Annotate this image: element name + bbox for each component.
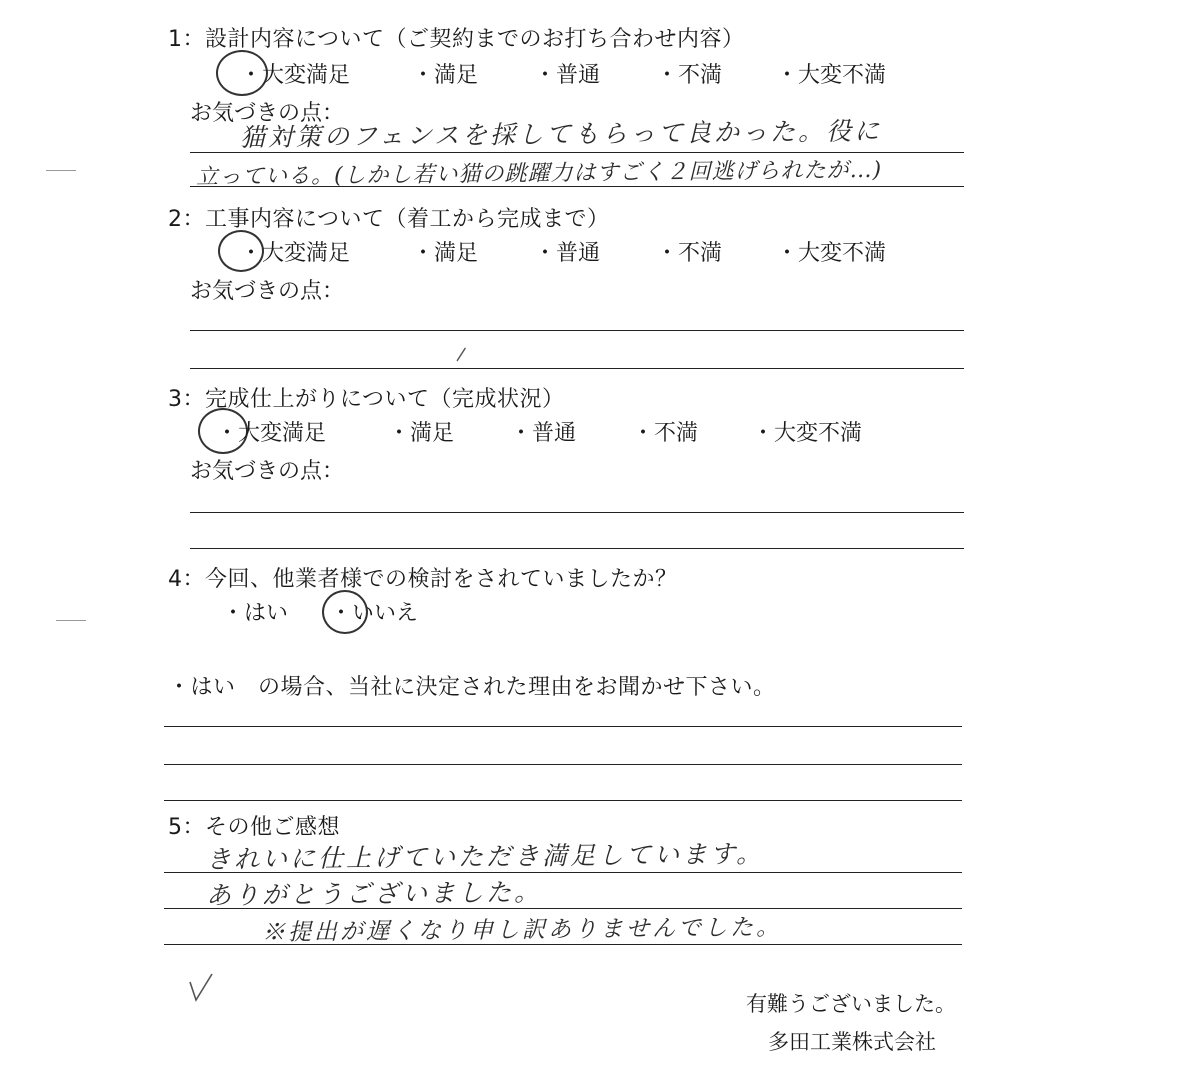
q1-handwritten-line-1: 猫対策のフェンスを採してもらって良かった。役に	[239, 116, 883, 152]
q4-followup: ・はい の場合、当社に決定された理由をお聞かせ下さい。	[168, 675, 776, 700]
company-name: 多田工業株式会社	[768, 1030, 936, 1054]
q2-title: 2：工事内容について（着工から完成まで）	[168, 207, 610, 232]
q5-rule-3	[164, 944, 962, 945]
q4-option-no[interactable]: ・いいえ	[330, 601, 419, 626]
q2-note-rule-1	[190, 330, 964, 331]
q3-note-rule-2	[190, 548, 964, 549]
q2-option-very-dissatisfied[interactable]: ・大変不満	[776, 241, 887, 266]
q1-note-label: お気づきの点：	[190, 101, 345, 126]
margin-mark	[46, 170, 76, 171]
q2-note-rule-2	[190, 368, 964, 369]
q5-rule-2	[164, 908, 962, 909]
q3-note-label: お気づきの点：	[190, 459, 345, 484]
q1-option-very-dissatisfied[interactable]: ・大変不満	[776, 63, 887, 88]
q3-option-satisfied[interactable]: ・満足	[388, 421, 455, 446]
q4-title: 4：今回、他業者様での検討をされていましたか？	[168, 567, 678, 592]
q1-option-dissatisfied[interactable]: ・不満	[656, 63, 723, 88]
q3-option-very-dissatisfied[interactable]: ・大変不満	[752, 421, 863, 446]
q5-handwritten-line-3: ※提出が遅くなり申し訳ありませんでした。	[261, 914, 783, 946]
stray-mark: \	[451, 345, 472, 364]
q1-title: 1：設計内容について（ご契約までのお打ち合わせ内容）	[168, 27, 745, 52]
margin-mark	[56, 620, 86, 621]
q3-note-rule-1	[190, 512, 964, 513]
q5-rule-1	[164, 872, 962, 873]
q5-title: 5：その他ご感想	[168, 815, 340, 840]
q3-option-very-satisfied[interactable]: ・大変満足	[216, 421, 327, 446]
q1-option-very-satisfied[interactable]: ・大変満足	[240, 63, 351, 88]
q5-handwritten-line-1: きれいに仕上げていただき満足しています。	[205, 839, 765, 874]
check-mark-icon	[186, 970, 216, 1004]
closing-thanks: 有難うございました。	[746, 992, 956, 1016]
q3-title: 3：完成仕上がりについて（完成状況）	[168, 387, 565, 412]
q4-option-yes[interactable]: ・はい	[222, 601, 289, 626]
q4-followup-rule-1	[164, 726, 962, 727]
q5-handwritten-line-2: ありがとうございました。	[205, 877, 543, 910]
q2-option-satisfied[interactable]: ・満足	[412, 241, 479, 266]
q2-option-normal[interactable]: ・普通	[534, 241, 601, 266]
q1-handwritten-line-2: 立っている。(しかし若い猫の跳躍力はすごく２回逃げられたが…)	[195, 157, 883, 190]
q1-option-normal[interactable]: ・普通	[534, 63, 601, 88]
q2-option-dissatisfied[interactable]: ・不満	[656, 241, 723, 266]
q4-followup-rule-3	[164, 800, 962, 801]
q2-option-very-satisfied[interactable]: ・大変満足	[240, 241, 351, 266]
q2-note-label: お気づきの点：	[190, 279, 345, 304]
q3-option-normal[interactable]: ・普通	[510, 421, 577, 446]
q1-note-rule-2	[190, 186, 964, 187]
q1-option-satisfied[interactable]: ・満足	[412, 63, 479, 88]
q3-option-dissatisfied[interactable]: ・不満	[632, 421, 699, 446]
q4-followup-rule-2	[164, 764, 962, 765]
